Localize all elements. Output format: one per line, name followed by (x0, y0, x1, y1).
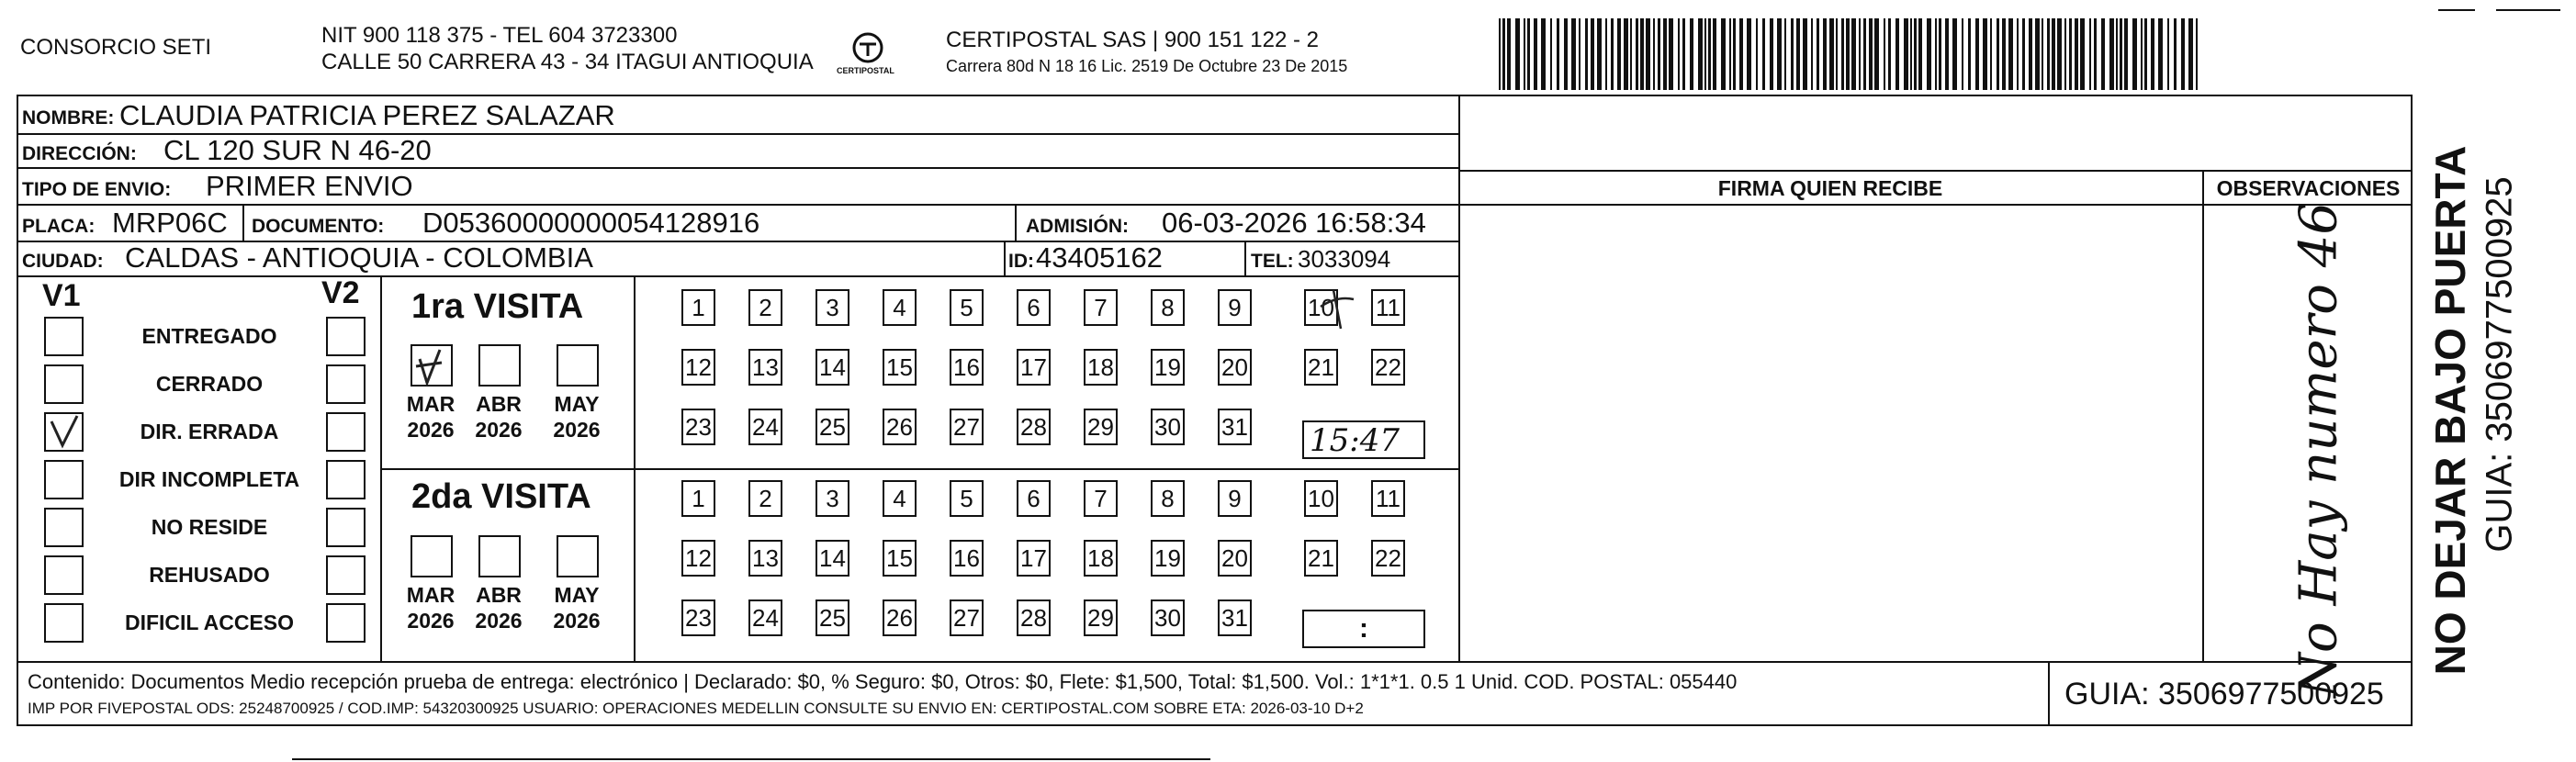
day-box[interactable]: 14 (816, 349, 849, 386)
barcode-bar (1611, 18, 1614, 90)
barcode-bar (1874, 18, 1879, 90)
month-year: 2026 (475, 609, 523, 633)
day-box[interactable]: 8 (1151, 289, 1185, 326)
nit-line: NIT 900 118 375 - TEL 604 3723300 (321, 23, 678, 48)
day-box[interactable]: 11 (1371, 480, 1405, 517)
barcode-bar (1829, 18, 1834, 90)
nombre-label: NOMBRE: (22, 107, 115, 129)
bottom-line (292, 758, 1210, 760)
corner-mark (2438, 9, 2475, 11)
id-label: ID: (1008, 251, 1034, 272)
v2-checkbox[interactable] (326, 364, 366, 404)
barcode-bar (2120, 18, 2122, 90)
barcode-bar (1990, 18, 1992, 90)
tipo-envio-label: TIPO DE ENVIO: (22, 179, 172, 200)
barcode-bar (1747, 18, 1751, 90)
month-checkbox[interactable] (411, 535, 453, 577)
barcode-bar (2094, 18, 2097, 90)
barcode-bar (2151, 18, 2154, 90)
barcode-bar (2196, 18, 2198, 90)
ciudad-value: CALDAS - ANTIOQUIA - COLOMBIA (125, 241, 593, 274)
barcode-bar (1836, 18, 1838, 90)
visit2-time-box (1302, 610, 1425, 648)
visit1-handwritten-time: 15:47 (1310, 422, 1400, 459)
barcode-bar (1918, 18, 1922, 90)
barcode-bar (1579, 18, 1580, 90)
barcode-bar (2167, 18, 2169, 90)
barcode-bar (1617, 18, 1621, 90)
day-box[interactable]: 17 (1017, 349, 1051, 386)
barcode-bar (1564, 18, 1568, 90)
barcode-bar (1811, 18, 1813, 90)
barcode-bar (1557, 18, 1559, 90)
day-box[interactable]: 27 (950, 600, 984, 636)
status-label: DIR INCOMPLETA (118, 467, 300, 491)
barcode-bar (2029, 18, 2032, 90)
v2-checkbox[interactable] (326, 555, 366, 595)
month-name: MAR (406, 583, 456, 607)
barcode-bar (1571, 18, 1576, 90)
month-checkbox[interactable] (478, 344, 521, 387)
month-name: ABR (476, 392, 522, 416)
tel-label: TEL: (1251, 251, 1294, 272)
barcode-bar (1713, 18, 1716, 90)
day-box[interactable]: 6 (1017, 289, 1051, 326)
barcode-bar (1678, 18, 1680, 90)
month-year: 2026 (475, 418, 523, 442)
day-box[interactable]: 5 (950, 480, 984, 517)
barcode-bar (1939, 18, 1941, 90)
day-box[interactable]: 1 (681, 289, 715, 326)
col-divider (1004, 241, 1006, 275)
barcode-bar (1550, 18, 1552, 90)
side-guia: GUIA: 3506977500925 (2479, 176, 2520, 553)
barcode-bar (1762, 18, 1765, 90)
day-box[interactable]: 1 (681, 480, 715, 517)
day-box[interactable]: 24 (748, 600, 782, 636)
month-checkbox[interactable] (411, 344, 453, 387)
barcode-bar (2017, 18, 2019, 90)
status-label: DIFICIL ACCESO (124, 611, 294, 634)
barcode-bar (1756, 18, 1758, 90)
barcode-bar (1846, 18, 1850, 90)
month-checkbox[interactable] (557, 344, 599, 387)
day-box[interactable]: 2 (748, 289, 782, 326)
day-box[interactable]: 2 (748, 480, 782, 517)
visit1-time-box (1302, 420, 1425, 459)
certipostal-logo (831, 28, 905, 83)
barcode-bar (1733, 18, 1736, 90)
barcode-bar (1935, 18, 1937, 90)
status-label: CERRADO (155, 372, 264, 396)
v2-checkbox[interactable] (326, 412, 366, 452)
month-year: 2026 (553, 609, 601, 633)
day-box[interactable]: 24 (748, 409, 782, 445)
license-line: Carrera 80d N 18 16 Lic. 2519 De Octubre 23 De 2015 (946, 57, 1348, 75)
barcode (1499, 18, 2206, 92)
day-box[interactable]: 23 (681, 409, 715, 445)
month-label (403, 582, 458, 633)
barcode-bar (1502, 18, 1505, 90)
v1-checkbox[interactable] (44, 412, 84, 452)
barcode-bar (1515, 18, 1520, 90)
company-name: CONSORCIO SETI (20, 35, 212, 60)
barcode-bar (1904, 18, 1908, 90)
v1-checkbox[interactable] (44, 603, 84, 643)
barcode-bar (2075, 18, 2078, 90)
barcode-bar (1863, 18, 1866, 90)
day-box[interactable]: 30 (1151, 409, 1185, 445)
check-mark-icon (412, 346, 453, 387)
barcode-bar (1708, 18, 1711, 90)
barcode-bar (1527, 18, 1530, 90)
barcode-bar (1507, 18, 1511, 90)
barcode-bar (1823, 18, 1827, 90)
barcode-bar (1803, 18, 1807, 90)
day-box[interactable]: 31 (1218, 409, 1252, 445)
corner-mark (2496, 9, 2560, 11)
month-year: 2026 (407, 609, 455, 633)
day-box[interactable]: 5 (950, 289, 984, 326)
v1-checkbox[interactable] (44, 508, 84, 547)
barcode-bar (1658, 18, 1660, 90)
observation-note: No Hay numero 46 (2289, 201, 2349, 699)
barcode-bar (1927, 18, 1931, 90)
col-divider (1458, 241, 1460, 275)
placa-value: MRP06C (112, 207, 228, 239)
barcode-bar (1859, 18, 1861, 90)
day-box[interactable]: 22 (1371, 540, 1405, 577)
status-label: ENTREGADO (141, 324, 277, 348)
day-box[interactable]: 9 (1218, 289, 1252, 326)
barcode-bar (1534, 18, 1537, 90)
day-box[interactable]: 6 (1017, 480, 1051, 517)
day-box[interactable]: 25 (816, 409, 849, 445)
month-label (549, 582, 604, 633)
direccion-label: DIRECCIÓN: (22, 143, 137, 164)
ciudad-label: CIUDAD: (22, 251, 104, 272)
col-divider (1244, 241, 1246, 275)
day-box[interactable]: 16 (950, 349, 984, 386)
firma-label: FIRMA QUIEN RECIBE (1717, 176, 1943, 200)
v2-checkbox[interactable] (326, 460, 366, 499)
day-box[interactable]: 17 (1017, 540, 1051, 577)
day-box[interactable]: 9 (1218, 480, 1252, 517)
day-box[interactable]: 11 (1371, 289, 1405, 326)
barcode-bar (2002, 18, 2006, 90)
barcode-bar (1770, 18, 1773, 90)
barcode-bar (1851, 18, 1856, 90)
barcode-bar (1968, 18, 1971, 90)
month-label (471, 391, 526, 443)
day-box[interactable]: 28 (1017, 600, 1051, 636)
barcode-bar (1841, 18, 1844, 90)
barcode-bar (1952, 18, 1957, 90)
direccion-value: CL 120 SUR N 46-20 (163, 134, 432, 166)
barcode-bar (1640, 18, 1644, 90)
row-divider (380, 468, 1458, 470)
day-box[interactable]: 18 (1084, 349, 1118, 386)
month-name: MAY (554, 392, 600, 416)
barcode-bar (1791, 18, 1794, 90)
barcode-bar (2080, 18, 2085, 90)
documento-value: D05360000000054128916 (422, 207, 760, 239)
barcode-bar (1784, 18, 1786, 90)
status-label: NO RESIDE (151, 515, 268, 539)
day-box[interactable]: 25 (816, 600, 849, 636)
v1-checkbox[interactable] (44, 364, 84, 404)
v2-checkbox[interactable] (326, 317, 366, 356)
day-box[interactable]: 31 (1218, 600, 1252, 636)
v1-checkbox[interactable] (44, 555, 84, 595)
observaciones-label: OBSERVACIONES (2216, 176, 2401, 200)
barcode-bar (2052, 18, 2055, 90)
barcode-bar (2144, 18, 2147, 90)
barcode-bar (1698, 18, 1703, 90)
barcode-bar (1739, 18, 1743, 90)
barcode-bar (1597, 18, 1602, 90)
day-box[interactable]: 14 (816, 540, 849, 577)
barcode-bar (1975, 18, 1979, 90)
day-box[interactable]: 13 (748, 540, 782, 577)
col-divider (634, 275, 636, 661)
barcode-bar (1669, 18, 1673, 90)
admision-label: ADMISIÓN: (1026, 216, 1129, 237)
id-value: 43405162 (1036, 241, 1163, 274)
nombre-value: CLAUDIA PATRICIA PEREZ SALAZAR (119, 99, 615, 131)
barcode-bar (1895, 18, 1899, 90)
v2-checkbox[interactable] (326, 508, 366, 547)
barcode-bar (2022, 18, 2025, 90)
day-box[interactable]: 26 (883, 600, 917, 636)
barcode-bar (2124, 18, 2128, 90)
day-box[interactable]: 16 (950, 540, 984, 577)
tel-value: 3033094 (1298, 245, 1391, 273)
v1-checkbox[interactable] (44, 317, 84, 356)
month-label (471, 582, 526, 633)
barcode-bar (1910, 18, 1912, 90)
barcode-bar (1682, 18, 1685, 90)
barcode-bar (2116, 18, 2118, 90)
tipo-envio-value: PRIMER ENVIO (206, 170, 413, 202)
check-mark-icon (46, 414, 83, 451)
barcode-bar (2042, 18, 2043, 90)
visit1-title: 1ra VISITA (411, 287, 584, 326)
row-divider (17, 167, 1458, 169)
day-box[interactable]: 29 (1084, 409, 1118, 445)
barcode-bar (1817, 18, 1819, 90)
day-box[interactable]: 10 (1304, 289, 1338, 326)
v1-checkbox[interactable] (44, 460, 84, 499)
barcode-bar (1983, 18, 1987, 90)
barcode-bar (1630, 18, 1632, 90)
barcode-bar (2008, 18, 2013, 90)
barcode-bar (2047, 18, 2050, 90)
barcode-bar (1690, 18, 1693, 90)
barcode-bar (1721, 18, 1726, 90)
v2-checkbox[interactable] (326, 603, 366, 643)
admision-value: 06-03-2026 16:58:34 (1162, 207, 1426, 239)
day-box[interactable]: 4 (883, 289, 917, 326)
barcode-bar (2174, 18, 2177, 90)
day-box[interactable]: 8 (1151, 480, 1185, 517)
barcode-bar (1729, 18, 1731, 90)
barcode-bar (1663, 18, 1667, 90)
barcode-bar (2158, 18, 2163, 90)
month-label (403, 391, 458, 443)
month-name: MAY (554, 583, 600, 607)
placa-label: PLACA: (22, 216, 96, 237)
barcode-bar (2035, 18, 2040, 90)
footer-contenido: Contenido: Documentos Medio recepción prueba de entrega: electrónico | Declarado: $0, % Seguro: $0, Otros: $0, Flete: $1,500, Total: $1,500. Vol.: 1*1*1. 0.5 1 Unid. COD. POSTAL: 055440 (28, 670, 1738, 693)
barcode-bar (1653, 18, 1655, 90)
barcode-bar (2141, 18, 2143, 90)
row-divider (17, 275, 1458, 277)
documento-label: DOCUMENTO: (252, 216, 385, 237)
barcode-bar (1997, 18, 1999, 90)
barcode-bar (2057, 18, 2062, 90)
row-divider (17, 661, 2413, 663)
barcode-bar (2109, 18, 2114, 90)
barcode-bar (1541, 18, 1546, 90)
barcode-bar (1888, 18, 1891, 90)
row-divider (1458, 170, 2413, 172)
col-divider (1015, 204, 1017, 241)
day-box[interactable]: 20 (1218, 540, 1252, 577)
barcode-bar (1624, 18, 1628, 90)
month-name: MAR (406, 392, 456, 416)
barcode-bar (1884, 18, 1885, 90)
barcode-bar (2181, 18, 2185, 90)
footer-guia: GUIA: 3506977500925 (2064, 677, 2384, 712)
day-box[interactable]: 27 (950, 409, 984, 445)
barcode-bar (1585, 18, 1588, 90)
barcode-bar (1962, 18, 1963, 90)
v2-label: V2 (321, 275, 360, 310)
day-box[interactable]: 30 (1151, 600, 1185, 636)
barcode-bar (2132, 18, 2137, 90)
v1-label: V1 (42, 278, 81, 313)
month-year: 2026 (553, 418, 601, 442)
day-box[interactable]: 3 (816, 480, 849, 517)
month-label (549, 391, 604, 443)
row-divider (17, 204, 2413, 206)
day-box[interactable]: 19 (1151, 540, 1185, 577)
day-box[interactable]: 29 (1084, 600, 1118, 636)
visit2-title: 2da VISITA (411, 477, 591, 516)
day-box[interactable]: 21 (1304, 540, 1338, 577)
col-divider (2048, 661, 2050, 726)
certipostal-line: CERTIPOSTAL SAS | 900 151 122 - 2 (946, 28, 1319, 52)
col-divider (242, 204, 244, 241)
barcode-bar (2089, 18, 2091, 90)
month-year: 2026 (407, 418, 455, 442)
barcode-bar (1636, 18, 1638, 90)
day-box[interactable]: 15 (883, 349, 917, 386)
logo-text: CERTIPOSTAL (837, 66, 894, 75)
month-name: ABR (476, 583, 522, 607)
barcode-bar (1704, 18, 1706, 90)
day-box[interactable]: 13 (748, 349, 782, 386)
day-box[interactable]: 10 (1304, 480, 1338, 517)
status-label: REHUSADO (149, 563, 270, 587)
month-checkbox[interactable] (557, 535, 599, 577)
day-box[interactable]: 7 (1084, 289, 1118, 326)
col-divider (2202, 170, 2204, 661)
day-box[interactable]: 20 (1218, 349, 1252, 386)
day-box[interactable]: 26 (883, 409, 917, 445)
day-box[interactable]: 3 (816, 289, 849, 326)
barcode-bar (1777, 18, 1782, 90)
barcode-bar (1524, 18, 1525, 90)
day-box[interactable]: 4 (883, 480, 917, 517)
day-box[interactable]: 15 (883, 540, 917, 577)
day-box[interactable]: 7 (1084, 480, 1118, 517)
barcode-bar (1646, 18, 1650, 90)
barcode-bar (2188, 18, 2193, 90)
barcode-bar (1499, 18, 1501, 90)
side-no-dejar: NO DEJAR BAJO PUERTA (2426, 145, 2474, 676)
barcode-bar (1591, 18, 1594, 90)
day-box[interactable]: 12 (681, 349, 715, 386)
day-box[interactable]: 28 (1017, 409, 1051, 445)
barcode-bar (1796, 18, 1800, 90)
day-box[interactable]: 12 (681, 540, 715, 577)
visit2-time-placeholder: : (1359, 613, 1368, 644)
address-line: CALLE 50 CARRERA 43 - 34 ITAGUI ANTIOQUIA (321, 50, 814, 74)
status-label: DIR. ERRADA (140, 420, 279, 443)
month-checkbox[interactable] (478, 535, 521, 577)
footer-imp: IMP POR FIVEPOSTAL ODS: 25248700925 / COD.IMP: 54320300925 USUARIO: OPERACIONES MEDELLIN CONSULTE SU ENVIO EN: CERTIPOSTAL.COM SOBRE ETA: 2026-03-10 D+2 (28, 700, 1364, 717)
day-box[interactable]: 22 (1371, 349, 1405, 386)
barcode-bar (2069, 18, 2072, 90)
barcode-bar (2101, 18, 2105, 90)
day-box[interactable]: 18 (1084, 540, 1118, 577)
barcode-bar (1914, 18, 1917, 90)
day-box[interactable]: 23 (681, 600, 715, 636)
barcode-bar (1869, 18, 1873, 90)
day10-handwritten-mark (1315, 286, 1359, 332)
barcode-bar (1605, 18, 1607, 90)
barcode-bar (1945, 18, 1949, 90)
barcode-bar (2064, 18, 2066, 90)
day-box[interactable]: 19 (1151, 349, 1185, 386)
day-box[interactable]: 21 (1304, 349, 1338, 386)
